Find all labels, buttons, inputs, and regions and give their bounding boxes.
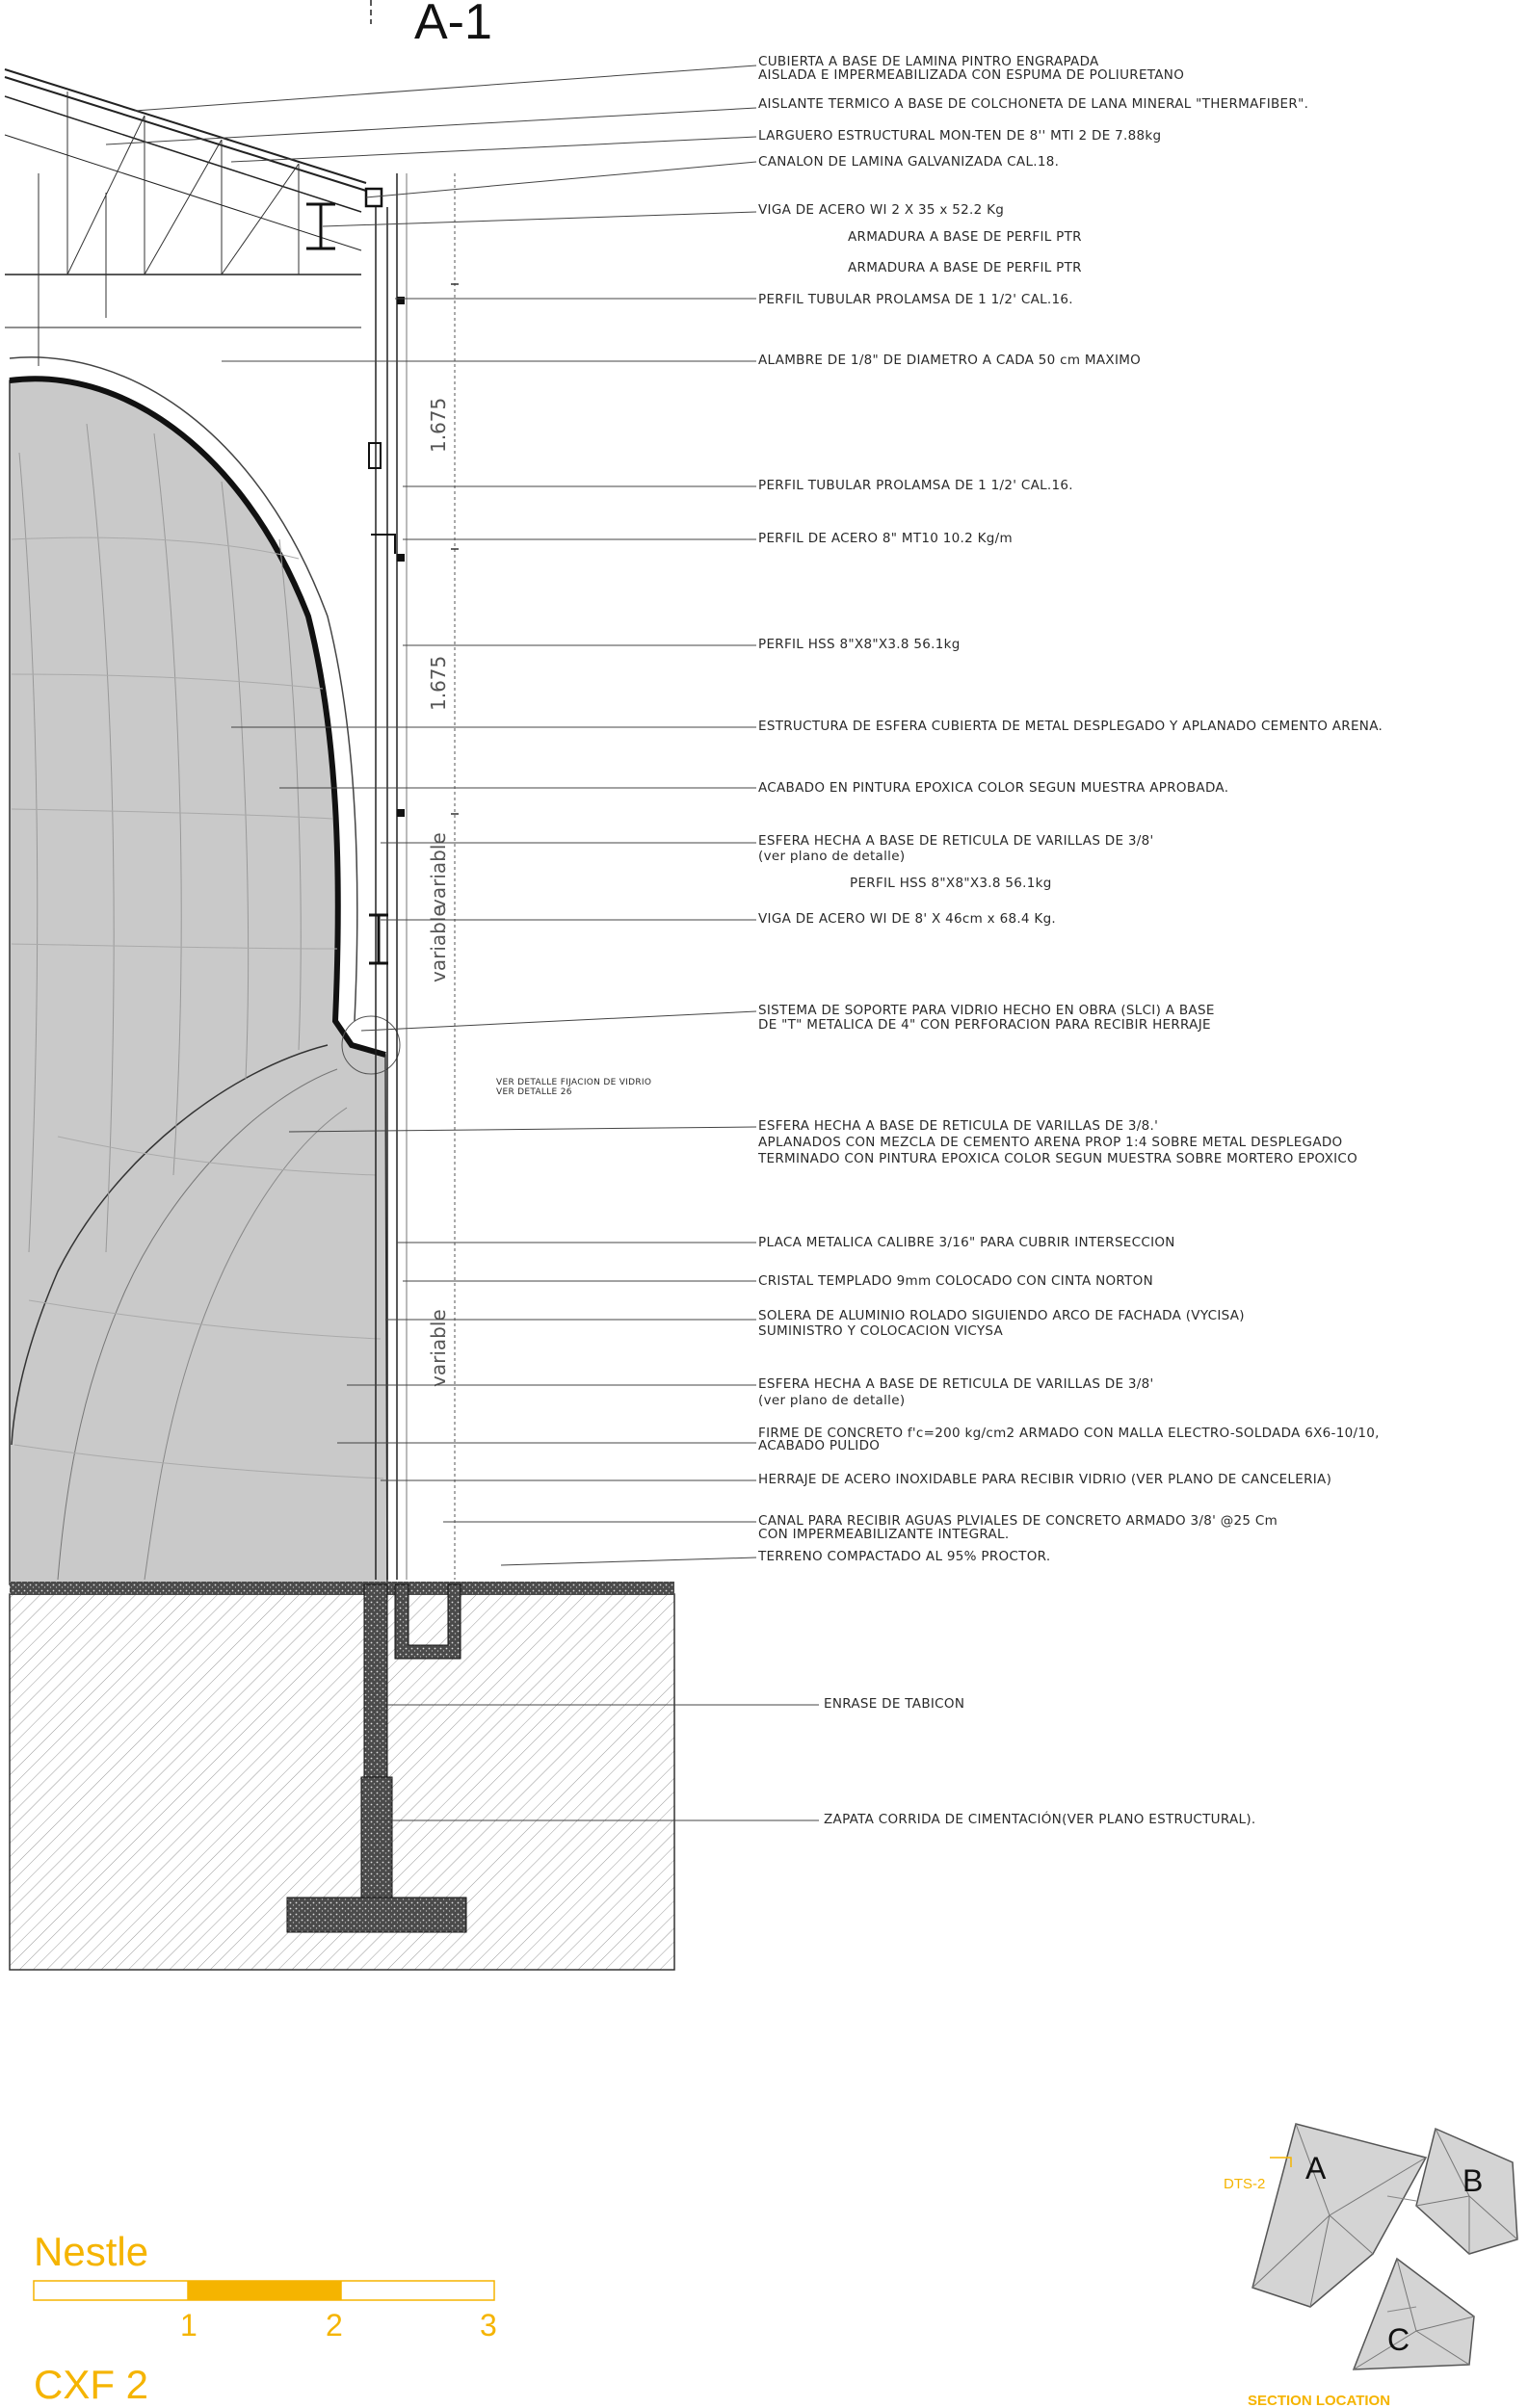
foundation xyxy=(10,1582,674,1970)
callout-text: ZAPATA CORRIDA DE CIMENTACIÓN(VER PLANO ESTRUCTURAL). xyxy=(824,1812,1256,1827)
callout-text: VIGA DE ACERO WI DE 8' X 46cm x 68.4 Kg. xyxy=(758,911,1057,927)
scale-label: 1 xyxy=(180,2308,198,2343)
callout-text: ACABADO PULIDO xyxy=(758,1438,881,1453)
callout-text: APLANADOS CON MEZCLA DE CEMENTO ARENA PROP 1:4 SOBRE METAL DESPLEGADO xyxy=(758,1135,1343,1150)
callout-text: PERFIL TUBULAR PROLAMSA DE 1 1/2' CAL.16. xyxy=(758,292,1073,307)
callout-text: ESFERA HECHA A BASE DE RETICULA DE VARILLAS DE 3/8.' xyxy=(758,1118,1159,1134)
small-note: VER DETALLE 26 xyxy=(496,1087,572,1097)
callout-text: (ver plano de detalle) xyxy=(758,849,906,864)
section-marker-label: DTS-2 xyxy=(1224,2176,1266,2192)
callout-text: CUBIERTA A BASE DE LAMINA PINTRO ENGRAPADA xyxy=(758,54,1099,69)
sheet-id: CXF 2 xyxy=(34,2362,149,2407)
callout-text: CANAL PARA RECIBIR AGUAS PLVIALES DE CONCRETO ARMADO 3/8' @25 Cm xyxy=(758,1513,1278,1529)
building-label-c: C xyxy=(1387,2322,1410,2357)
callout-text: LARGUERO ESTRUCTURAL MON-TEN DE 8'' MTI 2 DE 7.88kg xyxy=(758,128,1162,144)
dimension-label: 1.675 xyxy=(427,655,450,711)
dimension-label: variable xyxy=(427,1309,450,1387)
dimension-label: 1.675 xyxy=(427,397,450,453)
block-wall xyxy=(364,1584,387,1787)
callout-text: ESTRUCTURA DE ESFERA CUBIERTA DE METAL DESPLEGADO Y APLANADO CEMENTO ARENA. xyxy=(758,719,1383,734)
callout-text: TERRENO COMPACTADO AL 95% PROCTOR. xyxy=(758,1549,1051,1564)
building-label-b: B xyxy=(1462,2163,1484,2198)
callout-text: CANALON DE LAMINA GALVANIZADA CAL.18. xyxy=(758,154,1060,170)
scale-bar-fill xyxy=(188,2281,341,2300)
callout-text: HERRAJE DE ACERO INOXIDABLE PARA RECIBIR VIDRIO (VER PLANO DE CANCELERIA) xyxy=(758,1472,1332,1487)
callout-text: ESFERA HECHA A BASE DE RETICULA DE VARILLAS DE 3/8' xyxy=(758,1376,1154,1392)
small-note: VER DETALLE FIJACION DE VIDRIO xyxy=(496,1078,652,1087)
building-label-a: A xyxy=(1305,2151,1327,2186)
roof-assembly xyxy=(5,69,382,366)
callout-text: ALAMBRE DE 1/8" DE DIAMETRO A CADA 50 cm MAXIMO xyxy=(758,353,1142,368)
callout-text: PERFIL TUBULAR PROLAMSA DE 1 1/2' CAL.16. xyxy=(758,478,1073,493)
callout-text: PLACA METALICA CALIBRE 3/16" PARA CUBRIR INTERSECCION xyxy=(758,1235,1175,1250)
scale-label: 3 xyxy=(480,2308,497,2343)
dimension-label: variable xyxy=(427,904,450,982)
callout-text: PERFIL DE ACERO 8" MT10 10.2 Kg/m xyxy=(758,531,1013,546)
callout-text: FIRME DE CONCRETO f'c=200 kg/cm2 ARMADO CON MALLA ELECTRO-SOLDADA 6X6-10/10, xyxy=(758,1426,1380,1441)
callout-text: SUMINISTRO Y COLOCACION VICYSA xyxy=(758,1323,1004,1339)
section-location-key xyxy=(1224,2124,1517,2408)
floor-slab xyxy=(10,1582,674,1595)
callout-text: AISLANTE TERMICO A BASE DE COLCHONETA DE LANA MINERAL "THERMAFIBER". xyxy=(758,96,1309,112)
callout-text: VIGA DE ACERO WI 2 X 35 x 52.2 Kg xyxy=(758,202,1005,218)
callout-text: (ver plano de detalle) xyxy=(758,1393,906,1408)
callout-text: TERMINADO CON PINTURA EPOXICA COLOR SEGUN MUESTRA SOBRE MORTERO EPOXICO xyxy=(758,1151,1358,1166)
callout-text: ACABADO EN PINTURA EPOXICA COLOR SEGUN MUESTRA APROBADA. xyxy=(758,780,1229,796)
sphere-drawing xyxy=(10,357,400,1584)
project-name: Nestle xyxy=(34,2229,149,2274)
scale-label: 2 xyxy=(326,2308,343,2343)
dimension-label: variable xyxy=(427,832,450,910)
callout-text: DE "T" METALICA DE 4" CON PERFORACION PARA RECIBIR HERRAJE xyxy=(758,1017,1211,1033)
callout-text: ARMADURA A BASE DE PERFIL PTR xyxy=(848,229,1082,245)
footing-stem xyxy=(361,1777,392,1902)
callout-text: SISTEMA DE SOPORTE PARA VIDRIO HECHO EN OBRA (SLCI) A BASE xyxy=(758,1003,1215,1018)
dimension-strings xyxy=(427,173,459,1580)
callout-text: SOLERA DE ALUMINIO ROLADO SIGUIENDO ARCO DE FACHADA (VYCISA) xyxy=(758,1308,1245,1323)
section-location-caption: SECTION LOCATION xyxy=(1248,2393,1391,2408)
callout-text: AISLADA E IMPERMEABILIZADA CON ESPUMA DE POLIURETANO xyxy=(758,67,1185,83)
callout-text: PERFIL HSS 8"X8"X3.8 56.1kg xyxy=(758,637,961,652)
callout-text: ARMADURA A BASE DE PERFIL PTR xyxy=(848,260,1082,275)
building-c xyxy=(1354,2259,1474,2369)
title-block xyxy=(34,2229,497,2407)
callout-text: CON IMPERMEABILIZANTE INTEGRAL. xyxy=(758,1527,1010,1542)
footing-base xyxy=(287,1898,466,1932)
sphere-body xyxy=(10,379,387,1584)
callout-text: CRISTAL TEMPLADO 9mm COLOCADO CON CINTA NORTON xyxy=(758,1273,1153,1289)
callout-text: ESFERA HECHA A BASE DE RETICULA DE VARILLAS DE 3/8' xyxy=(758,833,1154,849)
callout-text: ENRASE DE TABICON xyxy=(824,1696,965,1712)
detail-title: A-1 xyxy=(414,0,492,50)
callout-text: PERFIL HSS 8"X8"X3.8 56.1kg xyxy=(850,876,1052,891)
